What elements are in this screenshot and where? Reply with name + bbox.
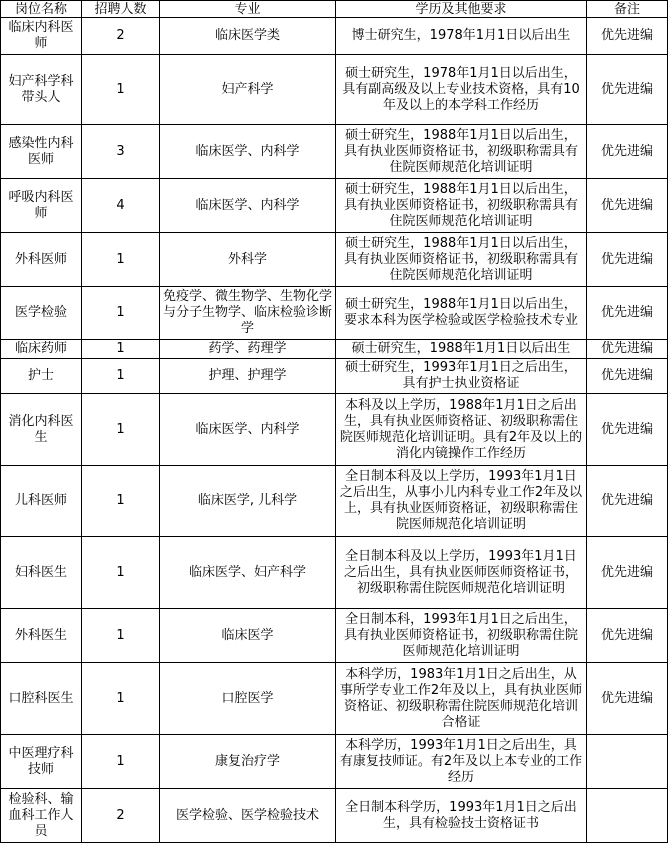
- major-cell: 康复治疗学: [160, 735, 336, 789]
- note-cell: 优先进编: [587, 18, 668, 55]
- post-name-cell: 外科医生: [1, 609, 82, 663]
- hire-count-cell: 3: [82, 125, 160, 179]
- post-name-cell: 呼吸内科医师: [1, 179, 82, 233]
- header-requirements: 学历及其他要求: [336, 1, 587, 18]
- major-cell: 妇产科学: [160, 55, 336, 125]
- table-header-row: [1, 1, 668, 18]
- major-cell: 免疫学、微生物学、生物化学与分子生物学、临床检验诊断学: [160, 287, 336, 340]
- note-cell: 优先进编: [587, 394, 668, 466]
- table-row: [1, 663, 668, 735]
- requirements-cell: 全日制本科及以上学历，1993年1月1日之后出生，具有执业医师医师资格证书，初级职称需住院医师规范化培训证明: [336, 537, 587, 609]
- post-name-cell: 医学检验: [1, 287, 82, 340]
- hire-count-cell: 2: [82, 18, 160, 55]
- major-cell: 临床医学、内科学: [160, 179, 336, 233]
- note-cell: 优先进编: [587, 179, 668, 233]
- hire-count-cell: 1: [82, 233, 160, 287]
- table-row: [1, 55, 668, 125]
- note-cell: 优先进编: [587, 125, 668, 179]
- requirements-cell: 硕士研究生，1988年1月1日以后出生，具有执业医师资格证书，初级职称需具有住院医师规范化培训证明: [336, 179, 587, 233]
- major-cell: 医学检验、医学检验技术: [160, 789, 336, 843]
- note-cell: 优先进编: [587, 55, 668, 125]
- note-cell: 优先进编: [587, 537, 668, 609]
- post-name-cell: 口腔科医生: [1, 663, 82, 735]
- hire-count-cell: 1: [82, 359, 160, 394]
- hire-count-cell: 1: [82, 394, 160, 466]
- major-cell: 外科学: [160, 233, 336, 287]
- table-row: [1, 789, 668, 843]
- requirements-cell: 硕士研究生，1988年1月1日以后出生，要求本科为医学检验或医学检验技术专业: [336, 287, 587, 340]
- hire-count-cell: 1: [82, 609, 160, 663]
- major-cell: 临床医学、内科学: [160, 394, 336, 466]
- post-name-cell: 检验科、输血科工作人员: [1, 789, 82, 843]
- note-cell: [587, 735, 668, 789]
- header-note: 备注: [587, 1, 668, 18]
- major-cell: 临床医学、妇产科学: [160, 537, 336, 609]
- hire-count-cell: 1: [82, 55, 160, 125]
- note-cell: 优先进编: [587, 340, 668, 359]
- table-row: [1, 287, 668, 340]
- major-cell: 临床医学: [160, 609, 336, 663]
- table-row: [1, 179, 668, 233]
- post-name-cell: 妇科医生: [1, 537, 82, 609]
- header-post-name: 岗位名称: [1, 1, 82, 18]
- hire-count-cell: 4: [82, 179, 160, 233]
- requirements-cell: 全日制本科及以上学历，1993年1月1日之后出生，从事小儿内科专业工作2年及以上，具有执业医师资格证，初级职称需住院医师规范化培训证明: [336, 466, 587, 537]
- hire-count-cell: 1: [82, 340, 160, 359]
- note-cell: 优先进编: [587, 609, 668, 663]
- post-name-cell: 临床内科医师: [1, 18, 82, 55]
- requirements-cell: 硕士研究生，1988年1月1日以后出生，具有执业医师资格证书，初级职称需具有住院医师规范化培训证明: [336, 233, 587, 287]
- hire-count-cell: 1: [82, 466, 160, 537]
- post-name-cell: 感染性内科医师: [1, 125, 82, 179]
- major-cell: 临床医学, 儿科学: [160, 466, 336, 537]
- note-cell: 优先进编: [587, 466, 668, 537]
- hire-count-cell: 2: [82, 789, 160, 843]
- post-name-cell: 外科医师: [1, 233, 82, 287]
- table-row: [1, 233, 668, 287]
- requirements-cell: 硕士研究生，1988年1月1日以后出生: [336, 340, 587, 359]
- major-cell: 口腔医学: [160, 663, 336, 735]
- table-row: [1, 394, 668, 466]
- post-name-cell: 临床药师: [1, 340, 82, 359]
- requirements-cell: 全日制本科学历，1993年1月1日之后出生，具有检验技士资格证书: [336, 789, 587, 843]
- note-cell: 优先进编: [587, 359, 668, 394]
- hire-count-cell: 1: [82, 537, 160, 609]
- requirements-cell: 硕士研究生，1993年1月1日之后出生，具有护士执业资格证: [336, 359, 587, 394]
- requirements-cell: 全日制本科，1993年1月1日之后出生，具有执业医师资格证书，初级职称需住院医师规范化培训证明: [336, 609, 587, 663]
- note-cell: 优先进编: [587, 287, 668, 340]
- post-name-cell: 中医理疗科技师: [1, 735, 82, 789]
- requirements-cell: 本科及以上学历，1988年1月1日之后出生，具有执业医师资格证、初级职称需住院医师规范化培训证明。具有2年及以上的消化内镜操作工作经历: [336, 394, 587, 466]
- table-row: [1, 735, 668, 789]
- note-cell: 优先进编: [587, 663, 668, 735]
- table-row: [1, 125, 668, 179]
- table-row: [1, 537, 668, 609]
- table-row: [1, 359, 668, 394]
- table-row: [1, 466, 668, 537]
- requirements-cell: 硕士研究生，1988年1月1日以后出生，具有执业医师资格证书，初级职称需具有住院医师规范化培训证明: [336, 125, 587, 179]
- major-cell: 护理、护理学: [160, 359, 336, 394]
- post-name-cell: 儿科医师: [1, 466, 82, 537]
- hire-count-cell: 1: [82, 287, 160, 340]
- header-hire-count: 招聘人数: [82, 1, 160, 18]
- post-name-cell: 护士: [1, 359, 82, 394]
- requirements-cell: 本科学历，1993年1月1日之后出生，具有康复技师证。有2年及以上本专业的工作经历: [336, 735, 587, 789]
- requirements-cell: 博士研究生，1978年1月1日以后出生: [336, 18, 587, 55]
- note-cell: 优先进编: [587, 233, 668, 287]
- post-name-cell: 消化内科医生: [1, 394, 82, 466]
- table-row: [1, 18, 668, 55]
- requirements-cell: 本科学历，1983年1月1日之后出生，从事所学专业工作2年及以上，具有执业医师资格证、初级职称需住院医师规范化培训合格证: [336, 663, 587, 735]
- major-cell: 临床医学类: [160, 18, 336, 55]
- major-cell: 药学、药理学: [160, 340, 336, 359]
- table-row: [1, 609, 668, 663]
- table-row: [1, 340, 668, 359]
- post-name-cell: 妇产科学科带头人: [1, 55, 82, 125]
- note-cell: [587, 789, 668, 843]
- requirements-cell: 硕士研究生，1978年1月1日以后出生，具有副高级及以上专业技术资格，具有10年及以上的本学科工作经历: [336, 55, 587, 125]
- hire-count-cell: 1: [82, 735, 160, 789]
- hire-count-cell: 1: [82, 663, 160, 735]
- major-cell: 临床医学、内科学: [160, 125, 336, 179]
- header-major: 专业: [160, 1, 336, 18]
